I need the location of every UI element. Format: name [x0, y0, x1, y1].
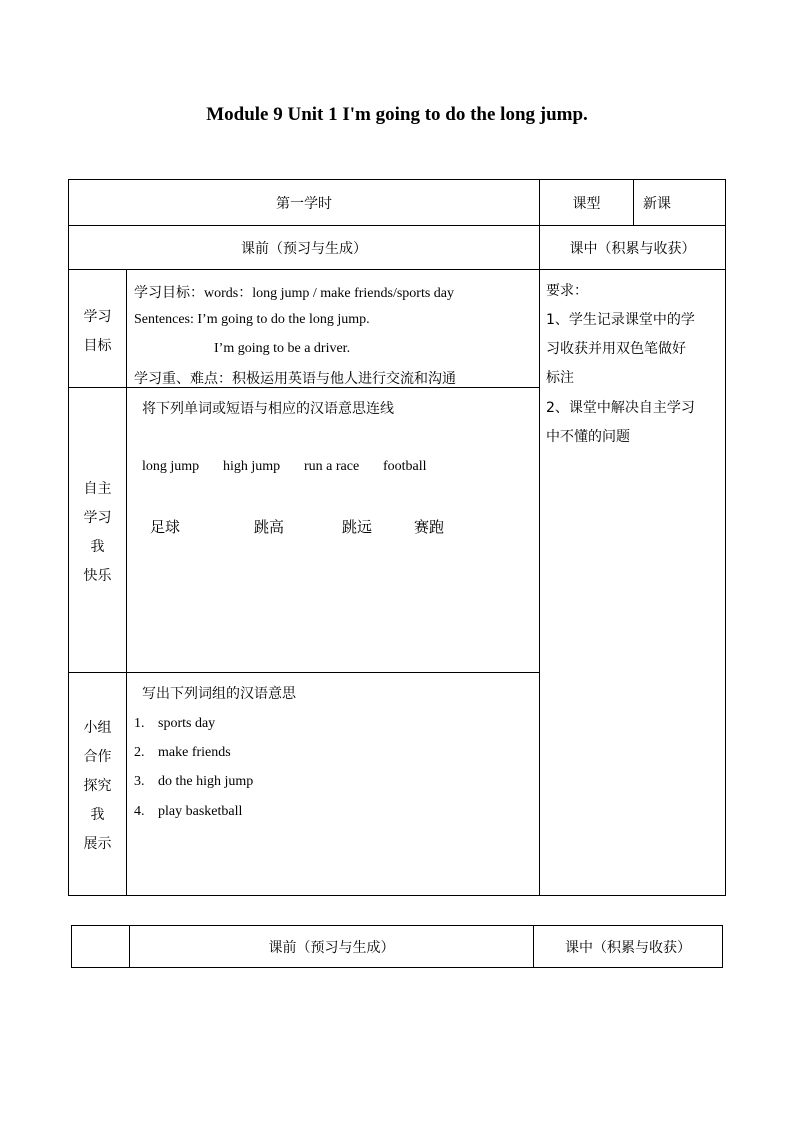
list-item: do the high jump: [158, 774, 254, 789]
objectives-sentence-2: I’m going to be a driver.: [214, 341, 351, 356]
requirements-item-1: 1、学生记录课堂中的学: [546, 312, 695, 328]
matching-instruction: 将下列单词或短语与相应的汉语意思连线: [142, 401, 394, 417]
group-work-label-line: 我: [90, 807, 105, 823]
requirements-item-1: 习收获并用双色笔做好: [546, 341, 686, 357]
group-work-label-line: 合作: [83, 749, 112, 765]
list-item-number: 2.: [134, 745, 145, 760]
english-term: high jump: [223, 459, 281, 474]
col-header-during-class: 课中（积累与收获）: [569, 240, 696, 257]
col-header-before-class: 课前（预习与生成）: [241, 240, 367, 257]
english-term: run a race: [304, 459, 360, 474]
list-item: play basketball: [158, 804, 243, 819]
translate-instruction: 写出下列词组的汉语意思: [142, 686, 296, 702]
chinese-term: 跳高: [254, 518, 285, 536]
objectives-sentence-1: Sentences: I’m going to do the long jump.: [134, 312, 370, 327]
chinese-term: 足球: [150, 518, 181, 536]
self-study-label-line: 自主: [83, 481, 112, 497]
list-item: make friends: [158, 745, 231, 760]
english-term: long jump: [142, 459, 200, 474]
chinese-term: 赛跑: [414, 518, 445, 536]
list-item-number: 1.: [134, 716, 145, 731]
objectives-label-line: 目标: [83, 338, 112, 354]
self-study-label-line: 快乐: [83, 568, 112, 584]
list-item-number: 3.: [134, 774, 145, 789]
objectives-key-points: 学习重、难点：积极运用英语与他人进行交流和沟通: [134, 371, 456, 387]
page-title: Module 9 Unit 1 I'm going to do the long jump.: [206, 104, 588, 125]
requirements-item-1: 标注: [546, 370, 574, 386]
chinese-term: 跳远: [342, 518, 373, 536]
lesson-type-value: 新课: [643, 195, 671, 212]
session-label: 第一学时: [276, 195, 332, 212]
self-study-label-line: 学习: [83, 510, 112, 526]
list-item-number: 4.: [134, 804, 145, 819]
table2-col-before-class: 课前（预习与生成）: [268, 939, 395, 956]
requirements-item-2: 2、课堂中解决自主学习: [546, 400, 695, 416]
table2-col-during-class: 课中（积累与收获）: [565, 939, 691, 956]
requirements-item-2: 中不懂的问题: [546, 429, 630, 445]
objectives-label-line: 学习: [83, 309, 112, 325]
group-work-label-line: 小组: [83, 720, 112, 736]
objectives-words: 学习目标：words：long jump / make friends/sports day: [134, 286, 455, 301]
english-term: football: [383, 459, 427, 474]
requirements-heading: 要求：: [546, 283, 588, 299]
group-work-label: [69, 714, 126, 859]
list-item: sports day: [158, 716, 216, 731]
self-study-label-line: 我: [90, 539, 105, 555]
group-work-label-line: 探究: [83, 778, 112, 794]
self-study-label: [69, 475, 126, 591]
objectives-label: [69, 303, 126, 361]
group-work-label-line: 展示: [83, 836, 112, 852]
lesson-type-label: 课型: [572, 195, 601, 212]
